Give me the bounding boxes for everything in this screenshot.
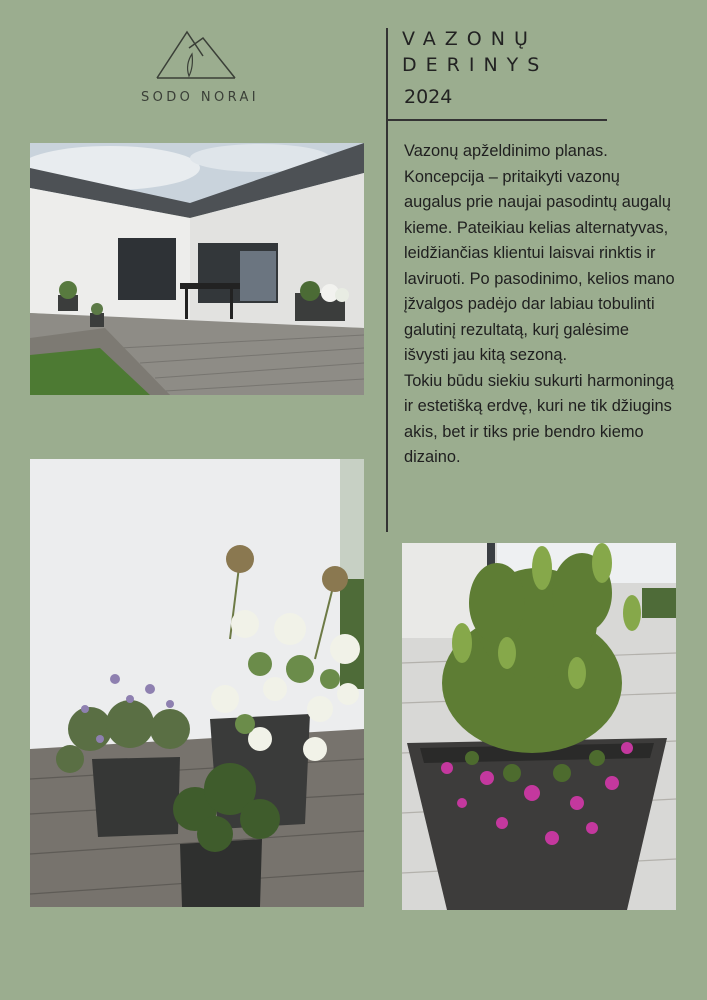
pot-arrangement-photo [30,459,364,907]
description-paragraph-1: Vazonų apželdinimo planas. Koncepcija – pritaikyti vazonų augalus prie naujai pasodintų augalų kieme. Pateikiau kelias alternatyvas, leidžiančias klientui laisvai rinktis ir laviruoti. Po pasodinimo, kelios mano įžvalgos padėjo dar labiau tobulinti galutinį rezultatą, kurį galėsime išvysti jau kitą sezoną. [404,142,675,364]
horizontal-divider [386,119,607,121]
page-title [402,26,548,78]
title-line-1: VAZONŲ [402,28,537,50]
brand-name: SODO NORAI [140,90,260,105]
terrace-photo [30,143,364,395]
title-line-2: DERINYS [402,54,549,76]
house-logo-icon [155,28,245,82]
description-text [404,139,676,471]
pine-pot-photo [402,543,676,910]
brand-logo [120,28,280,110]
vertical-divider [386,28,388,532]
year-label: 2024 [404,86,453,108]
description-paragraph-2: Tokiu būdu siekiu sukurti harmoningą ir estetišką erdvę, kuri ne tik džiugins akis, bet ir tiks prie bendro kiemo dizaino. [404,371,674,466]
